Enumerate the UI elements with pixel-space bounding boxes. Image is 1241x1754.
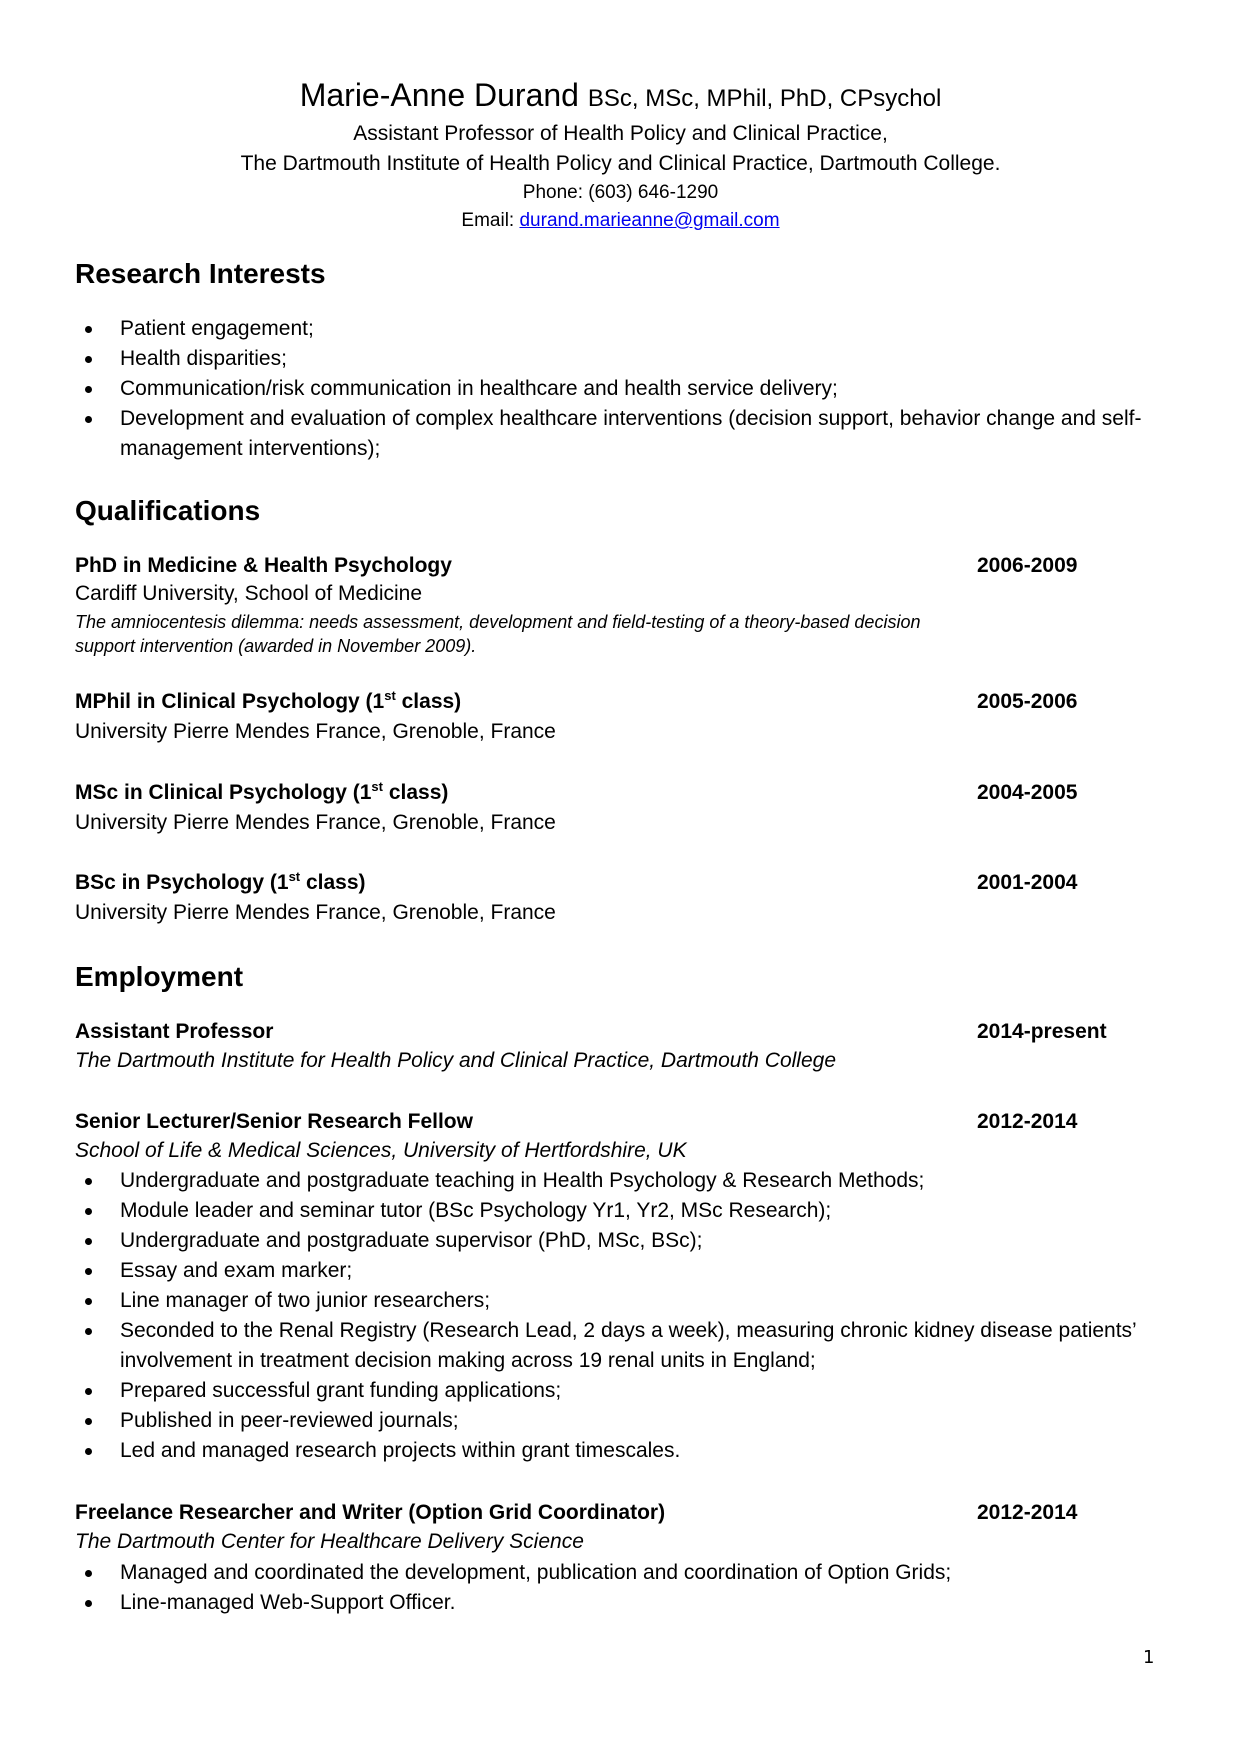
bullet-icon (85, 326, 92, 333)
list-item: Line-managed Web-Support Officer. (75, 1588, 1155, 1618)
phd-date: 2006-2009 (977, 554, 1078, 577)
mphil-title: MPhil in Clinical Psychology (1st class) (75, 688, 462, 713)
bullet-icon (85, 1448, 92, 1455)
list-item: Undergraduate and postgraduate teaching in Health Psychology & Research Methods; (75, 1166, 1155, 1196)
research-interests-heading: Research Interests (75, 258, 326, 289)
bullet-icon (85, 356, 92, 363)
msc-institution: University Pierre Mendes France, Grenoble, France (75, 811, 556, 834)
job2-title: Senior Lecturer/Senior Research Fellow (75, 1110, 473, 1133)
bullet-icon (85, 1328, 92, 1335)
phd-title: PhD in Medicine & Health Psychology (75, 554, 452, 577)
email-link[interactable]: durand.marieanne@gmail.com (519, 210, 780, 231)
bullet-icon (85, 1570, 92, 1577)
job-title-line: Assistant Professor of Health Policy and Clinical Practice, (353, 122, 888, 145)
job3-duties-list (75, 1558, 1155, 1618)
bullet-icon (85, 1268, 92, 1275)
list-item: Led and managed research projects within grant timescales. (75, 1436, 1155, 1466)
job1-date: 2014-present (977, 1020, 1107, 1043)
institute-line: The Dartmouth Institute of Health Policy and Clinical Practice, Dartmouth College. (240, 152, 1001, 175)
list-item: Line manager of two junior researchers; (75, 1286, 1155, 1316)
job3-institution: The Dartmouth Center for Healthcare Delivery Science (75, 1530, 584, 1553)
bsc-date: 2001-2004 (977, 871, 1078, 894)
person-credentials: BSc, MSc, MPhil, PhD, CPsychol (587, 85, 942, 112)
list-item: Published in peer-reviewed journals; (75, 1406, 1155, 1436)
bullet-icon (85, 386, 92, 393)
bullet-icon (85, 1208, 92, 1215)
phd-thesis: The amniocentesis dilemma: needs assessment, development and field-testing of a theory-based decision support intervention (awarded in November 2009). (75, 612, 921, 656)
job2-institution: School of Life & Medical Sciences, University of Hertfordshire, UK (75, 1139, 687, 1162)
cv-header (0, 75, 1241, 235)
mphil-institution: University Pierre Mendes France, Grenoble, France (75, 720, 556, 743)
list-item: Patient engagement; (75, 314, 1155, 344)
email-line (0, 207, 1241, 235)
list-item: Health disparities; (75, 344, 1155, 374)
bullet-icon (85, 1298, 92, 1305)
page-number: 1 (1143, 1647, 1155, 1668)
bullet-icon (85, 416, 92, 423)
bsc-institution: University Pierre Mendes France, Grenoble, France (75, 901, 556, 924)
msc-title: MSc in Clinical Psychology (1st class) (75, 779, 449, 804)
list-item: Prepared successful grant funding applications; (75, 1376, 1155, 1406)
list-item: Managed and coordinated the development, publication and coordination of Option Grids; (75, 1558, 1155, 1588)
bullet-icon (85, 1600, 92, 1607)
research-interests-list (75, 314, 1155, 464)
list-item: Development and evaluation of complex healthcare interventions (decision support, behavior change and self-management interventions); (75, 404, 1155, 464)
phd-institution: Cardiff University, School of Medicine (75, 582, 423, 605)
list-item: Essay and exam marker; (75, 1256, 1155, 1286)
name-line (0, 75, 1241, 119)
job1-title: Assistant Professor (75, 1020, 274, 1043)
qualifications-heading: Qualifications (75, 495, 261, 526)
list-item: Module leader and seminar tutor (BSc Psychology Yr1, Yr2, MSc Research); (75, 1196, 1155, 1226)
job3-title: Freelance Researcher and Writer (Option Grid Coordinator) (75, 1501, 666, 1524)
job1-institution: The Dartmouth Institute for Health Policy and Clinical Practice, Dartmouth College (75, 1049, 837, 1072)
person-name: Marie-Anne Durand (299, 77, 579, 113)
bullet-icon (85, 1388, 92, 1395)
bullet-icon (85, 1238, 92, 1245)
job2-date: 2012-2014 (977, 1110, 1078, 1133)
bsc-title: BSc in Psychology (1st class) (75, 869, 366, 894)
bullet-icon (85, 1418, 92, 1425)
list-item: Undergraduate and postgraduate supervisor (PhD, MSc, BSc); (75, 1226, 1155, 1256)
mphil-date: 2005-2006 (977, 690, 1078, 713)
job2-duties-list (75, 1166, 1155, 1466)
employment-heading: Employment (75, 961, 244, 992)
list-item: Communication/risk communication in healthcare and health service delivery; (75, 374, 1155, 404)
email-label: Email: (461, 210, 515, 231)
list-item: Seconded to the Renal Registry (Research Lead, 2 days a week), measuring chronic kidney disease patients’ involvement in treatment decision making across 19 renal units in England; (75, 1316, 1155, 1376)
phone-line: Phone: (603) 646-1290 (522, 182, 719, 203)
job3-date: 2012-2014 (977, 1501, 1078, 1524)
bullet-icon (85, 1178, 92, 1185)
msc-date: 2004-2005 (977, 781, 1078, 804)
